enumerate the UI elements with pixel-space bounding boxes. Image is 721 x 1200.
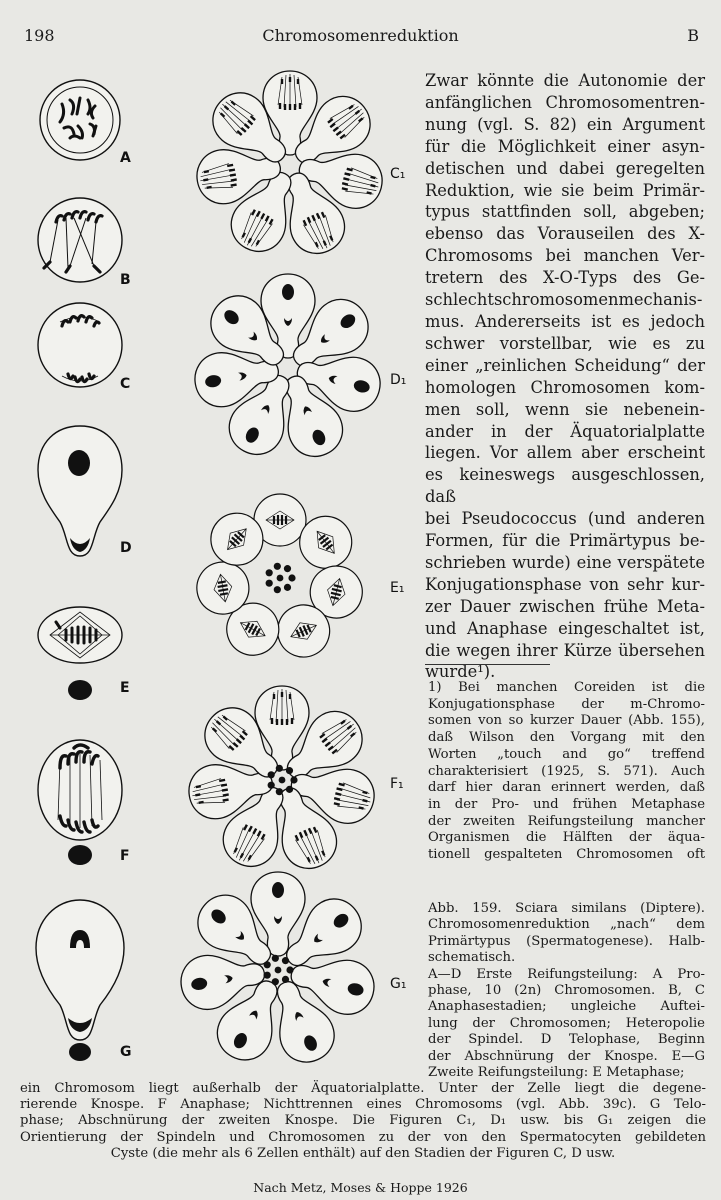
figure-label-g: G bbox=[120, 1044, 132, 1060]
caption-line: Abb. 159. Sciara similans (Diptere). bbox=[428, 901, 705, 916]
footnote-line: Worten „touch and go“ treffend bbox=[428, 746, 705, 762]
caption-line: der Abschnürung der Knospe. E—G bbox=[428, 1048, 705, 1064]
footnote-line: tionell gespalteten Chromosomen oft bbox=[428, 847, 705, 863]
caption-line: Chromosomenreduktion „nach“ dem bbox=[428, 917, 705, 933]
body-line: Zwar könnte die Autonomie der bbox=[425, 71, 705, 90]
footnote-line: Organismen die Hälften der äqua- bbox=[428, 830, 705, 846]
rosette-1 bbox=[193, 71, 388, 262]
body-line: men soll, wenn sie nebenein- bbox=[425, 399, 705, 419]
body-line: zer Dauer zwischen frühe Meta- bbox=[425, 596, 705, 616]
rosette-5 bbox=[177, 872, 380, 1071]
body-line: wurde¹). bbox=[425, 662, 496, 682]
body-line: schwer vorstellbar, wie es zu bbox=[425, 333, 705, 353]
caption-line: ein Chromosom liegt außerhalb der Äquatorialplatte. Unter der Zelle liegt die degene- bbox=[20, 1081, 706, 1096]
caption-line: phase, 10 (2n) Chromosomen. B, C bbox=[428, 983, 705, 999]
body-line: anfänglichen Chromosomentren- bbox=[425, 92, 705, 112]
footnote-line: darf hier daran erinnert werden, daß bbox=[428, 780, 705, 796]
body-line: Reduktion, wie sie beim Primär- bbox=[425, 180, 705, 200]
body-line: detischen und dabei geregelten bbox=[425, 158, 705, 178]
figure-label-c: C bbox=[120, 376, 131, 392]
cell-c bbox=[38, 303, 122, 387]
figure-label-sub-1: C₁ bbox=[390, 166, 406, 182]
figure-label-d: D bbox=[120, 540, 132, 556]
footnote-rule bbox=[425, 664, 550, 665]
caption-line: Primärtypus (Spermatogenese). Halb- bbox=[428, 933, 705, 949]
footnote-line: 1) Bei manchen Coreiden ist die bbox=[428, 680, 705, 695]
footnote bbox=[428, 680, 705, 864]
figure-label-sub-5: G₁ bbox=[390, 976, 407, 992]
body-line: Chromosoms bei manchen Ver- bbox=[425, 246, 705, 266]
footnote-line: in der Pro- und frühen Metaphase bbox=[428, 796, 705, 812]
figure-label-a: A bbox=[120, 150, 131, 166]
caption-line: Cyste (die mehr als 6 Zellen enthält) auf den Stadien der Figuren C, D usw. bbox=[110, 1145, 616, 1161]
body-line: liegen. Vor allem aber erscheint bbox=[425, 443, 705, 463]
cell-e bbox=[38, 607, 122, 700]
page-number: 198 bbox=[24, 26, 55, 45]
footnote-line: der zweiten Reifungsteilung mancher bbox=[428, 813, 705, 829]
main-text bbox=[425, 70, 705, 683]
body-line: und Anaphase eingeschaltet ist, bbox=[425, 618, 705, 638]
footnote-line: somen von so kurzer Dauer (Abb. 155), bbox=[428, 713, 705, 729]
figure-caption bbox=[428, 901, 705, 1081]
caption-line: Anaphasestadien; ungleiche Auftei- bbox=[428, 999, 705, 1015]
body-line: für die Möglichkeit einer asyn- bbox=[425, 136, 705, 156]
figure-label-sub-4: F₁ bbox=[390, 776, 404, 792]
caption-line: phase; Abschnürung der zweiten Knospe. Die Figuren C₁, D₁ usw. bis G₁ zeigen die bbox=[20, 1113, 706, 1129]
body-line: mus. Andererseits ist es jedoch bbox=[425, 311, 705, 331]
caption-line: A—D Erste Reifungsteilung: A Pro- bbox=[428, 966, 705, 982]
figure-label-f: F bbox=[120, 848, 130, 864]
figure-label-e: E bbox=[120, 680, 130, 696]
cell-d bbox=[38, 426, 122, 556]
body-line: tretern des X-O-Typs des Ge- bbox=[425, 268, 705, 288]
body-line: ander in der Äquatorialplatte bbox=[425, 421, 705, 441]
caption-line: schematisch. bbox=[428, 950, 516, 966]
body-line: Konjugationsphase von sehr kur- bbox=[425, 574, 705, 594]
cell-a bbox=[40, 80, 120, 160]
caption-line: lung der Chromosomen; Heteropolie bbox=[428, 1015, 705, 1031]
footnote-line: Konjugationsphase der m-Chromo- bbox=[428, 696, 705, 712]
body-line: die wegen ihrer Kürze übersehen bbox=[425, 640, 705, 660]
rosette-3 bbox=[193, 494, 368, 665]
caption-line: Zweite Reifungsteilung: E Metaphase; bbox=[428, 1065, 685, 1081]
rosette-4 bbox=[185, 686, 380, 877]
body-line: nung (vgl. S. 82) ein Argument bbox=[425, 114, 705, 134]
footnote-line: charakterisiert (1925, S. 571). Auch bbox=[428, 763, 705, 779]
body-line: typus stattfinden soll, abgeben; bbox=[425, 202, 705, 222]
cell-f bbox=[38, 740, 122, 865]
body-line: bei Pseudococcus (und anderen bbox=[425, 509, 705, 529]
figure-credit: Nach Metz, Moses & Hoppe 1926 bbox=[253, 1180, 468, 1195]
footnote-line: daß Wilson den Vorgang mit den bbox=[428, 730, 705, 746]
figure-caption-continued bbox=[20, 1081, 706, 1162]
caption-line: Orientierung der Spindeln und Chromosomen zu der von den Spermatocyten gebildeten bbox=[20, 1129, 706, 1145]
rosette-2 bbox=[191, 274, 386, 465]
cell-g bbox=[36, 900, 124, 1061]
body-line: schrieben wurde) eine verspätete bbox=[425, 552, 705, 572]
caption-line: der Spindel. D Telophase, Beginn bbox=[428, 1032, 705, 1048]
cell-b bbox=[38, 198, 122, 282]
figure-label-sub-3: E₁ bbox=[390, 580, 405, 596]
running-title: Chromosomenreduktion bbox=[262, 26, 459, 45]
body-line: Formen, für die Primärtypus be- bbox=[425, 531, 705, 551]
figure-label-sub-2: D₁ bbox=[390, 372, 407, 388]
caption-line: rierende Knospe. F Anaphase; Nichttrennen eines Chromosoms (vgl. Abb. 39c). G Telo- bbox=[20, 1097, 706, 1113]
body-line: es keineswegs ausgeschlossen, daß bbox=[425, 465, 705, 507]
figure-label-b: B bbox=[120, 272, 131, 288]
body-line: ebenso das Vorauseilen des X- bbox=[425, 224, 705, 244]
section-letter: B bbox=[687, 26, 699, 45]
body-line: homologen Chromosomen kom- bbox=[425, 377, 705, 397]
body-line: einer „reinlichen Scheidung“ der bbox=[425, 355, 705, 375]
rosettes bbox=[177, 71, 388, 1071]
body-line: schlechtschromosomenmechanis- bbox=[425, 290, 703, 310]
